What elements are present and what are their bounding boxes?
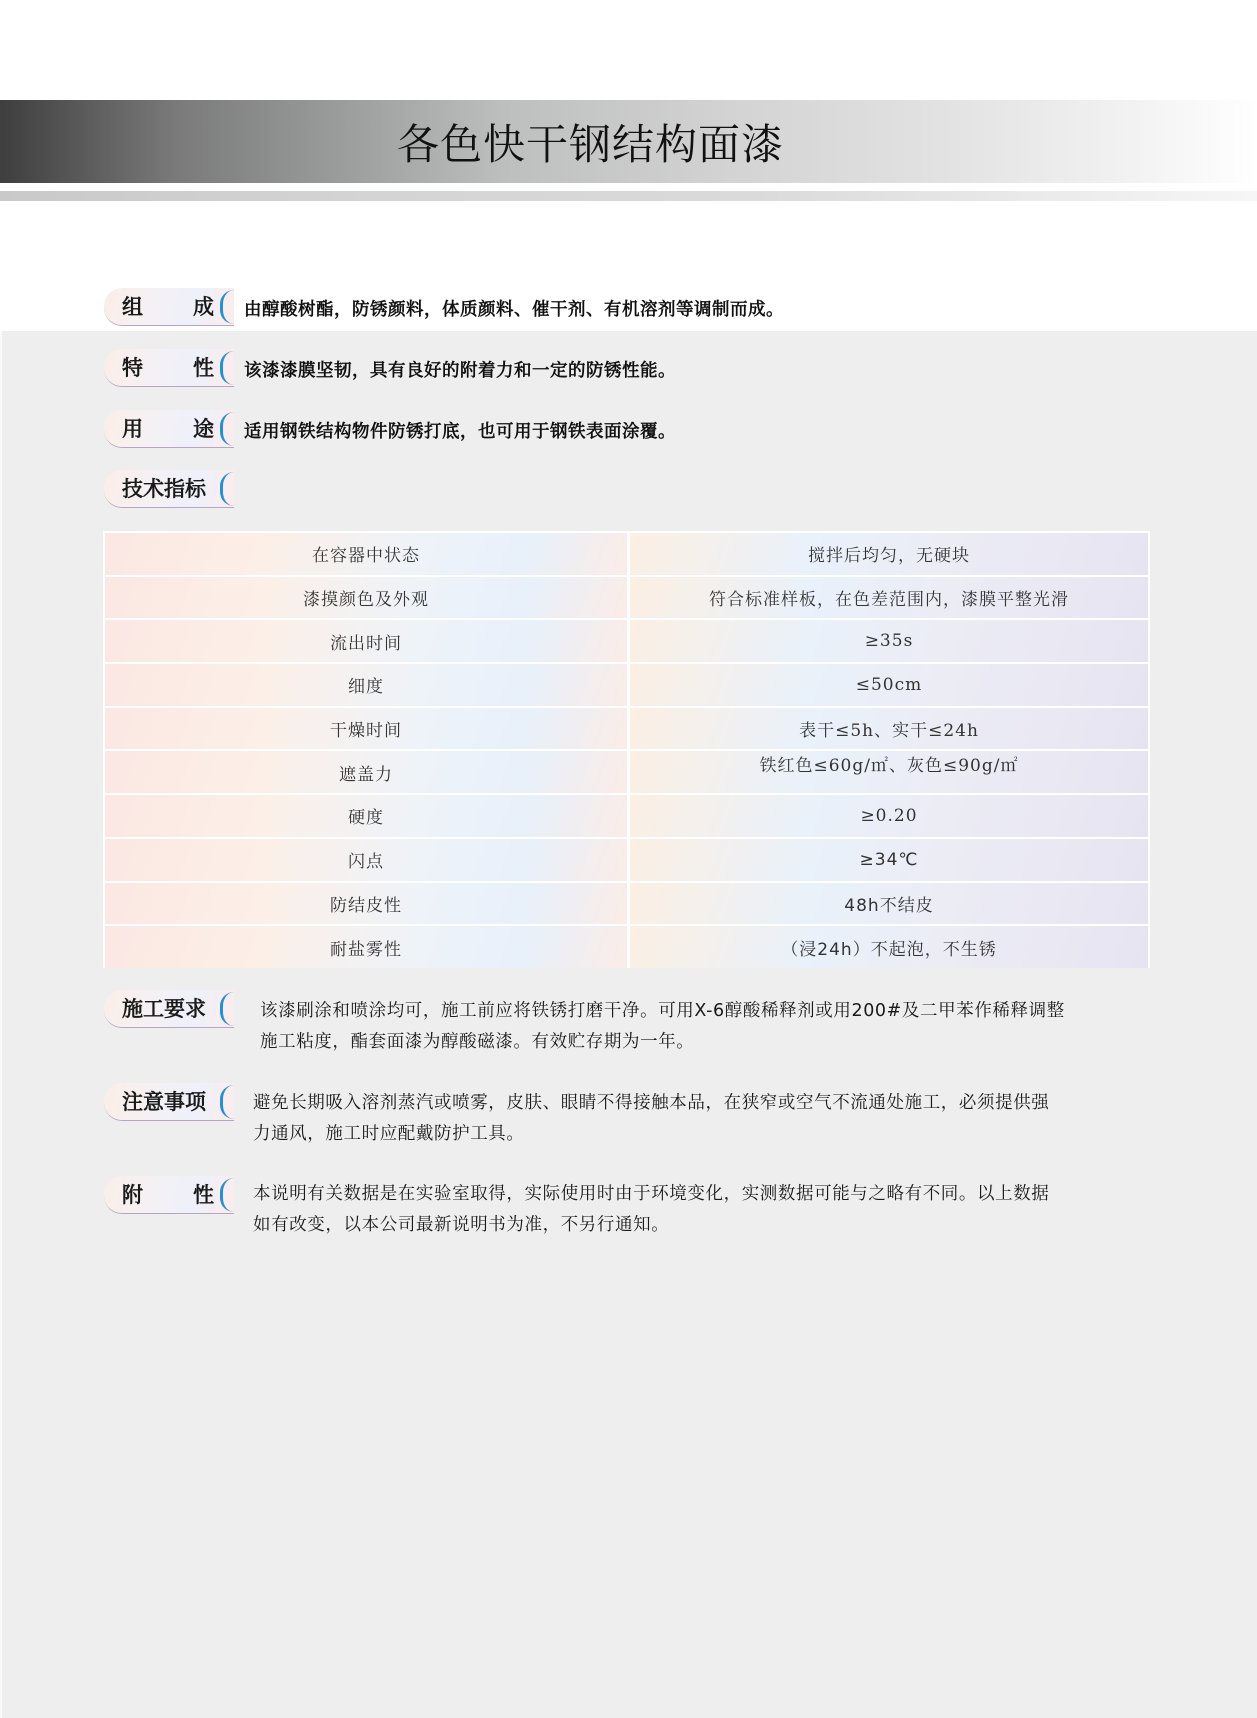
table-cell-property: 防结皮性 xyxy=(105,883,627,925)
composition-text: 由醇酸树酯，防锈颜料，体质颜料、催干剂、有机溶剂等调制而成。 xyxy=(244,300,784,320)
table-cell-value: ≥0.20 xyxy=(630,795,1148,837)
table-cell-property: 干燥时间 xyxy=(105,708,627,750)
section-label-properties xyxy=(104,349,234,387)
table-cell-value: ≥34℃ xyxy=(630,839,1148,881)
table-cell-value: （浸24h）不起泡，不生锈 xyxy=(630,926,1148,968)
table-cell-property: 漆摸颜色及外观 xyxy=(105,577,627,619)
table-cell-value: 铁红色≤60g/㎡、灰色≤90g/㎡ xyxy=(630,751,1148,793)
table-cell-value: 表干≤5h、实干≤24h xyxy=(630,708,1148,750)
label-text: 特 性 xyxy=(122,356,214,380)
label-text: 注意事项 xyxy=(122,1090,206,1114)
table-cell-property: 闪点 xyxy=(105,839,627,881)
bracket-icon xyxy=(220,412,236,446)
usage-text: 适用钢铁结构物件防锈打底，也可用于钢铁表面涂覆。 xyxy=(244,422,676,442)
table-cell-value: 搅拌后均匀，无硬块 xyxy=(630,533,1148,575)
section-label-specs xyxy=(104,470,234,508)
bracket-icon xyxy=(220,1178,236,1212)
spec-table xyxy=(103,531,1150,968)
bracket-icon xyxy=(220,351,236,385)
remarks-text: 本说明有关数据是在实验室取得，实际使用时由于环境变化，实测数据可能与之略有不同。以上数据 如有改变，以本公司最新说明书为准，不另行通知。 xyxy=(253,1184,1050,1235)
table-cell-property: 遮盖力 xyxy=(105,751,627,793)
document-title: 各色快干钢结构面漆 xyxy=(396,119,784,169)
properties-text: 该漆漆膜坚韧，具有良好的附着力和一定的防锈性能。 xyxy=(244,361,676,381)
title-underline xyxy=(0,191,1257,201)
label-text: 技术指标 xyxy=(122,477,206,501)
label-text: 施工要求 xyxy=(122,997,206,1021)
label-text: 附 性 xyxy=(122,1183,214,1207)
section-label-application xyxy=(104,990,234,1028)
label-text: 用 途 xyxy=(122,417,214,441)
bracket-icon xyxy=(220,290,236,324)
table-cell-property: 耐盐雾性 xyxy=(105,926,627,968)
section-label-composition xyxy=(104,288,234,326)
table-cell-value: 48h不结皮 xyxy=(630,883,1148,925)
table-cell-property: 细度 xyxy=(105,664,627,706)
page-edge xyxy=(0,331,2,1718)
section-label-usage xyxy=(104,410,234,448)
table-cell-value: 符合标准样板，在色差范围内，漆膜平整光滑 xyxy=(630,577,1148,619)
bracket-icon xyxy=(220,472,236,506)
precautions-text: 避免长期吸入溶剂蒸汽或喷雾，皮肤、眼睛不得接触本品，在狭窄或空气不流通处施工，必须提供强 力通风，施工时应配戴防护工具。 xyxy=(253,1093,1050,1144)
section-label-remarks xyxy=(104,1176,234,1214)
table-cell-property: 流出时间 xyxy=(105,620,627,662)
table-cell-value: ≥35s xyxy=(630,620,1148,662)
section-label-precautions xyxy=(104,1083,234,1121)
bracket-icon xyxy=(220,992,236,1026)
application-text: 该漆刷涂和喷涂均可，施工前应将铁锈打磨干净。可用X-6醇酸稀释剂或用200#及二甲苯作稀释调整 施工粘度，酯套面漆为醇酸磁漆。有效贮存期为一年。 xyxy=(260,1001,1065,1052)
label-text: 组 成 xyxy=(122,295,214,319)
table-cell-property: 硬度 xyxy=(105,795,627,837)
table-cell-value: ≤50cm xyxy=(630,664,1148,706)
table-cell-property: 在容器中状态 xyxy=(105,533,627,575)
bracket-icon xyxy=(220,1085,236,1119)
